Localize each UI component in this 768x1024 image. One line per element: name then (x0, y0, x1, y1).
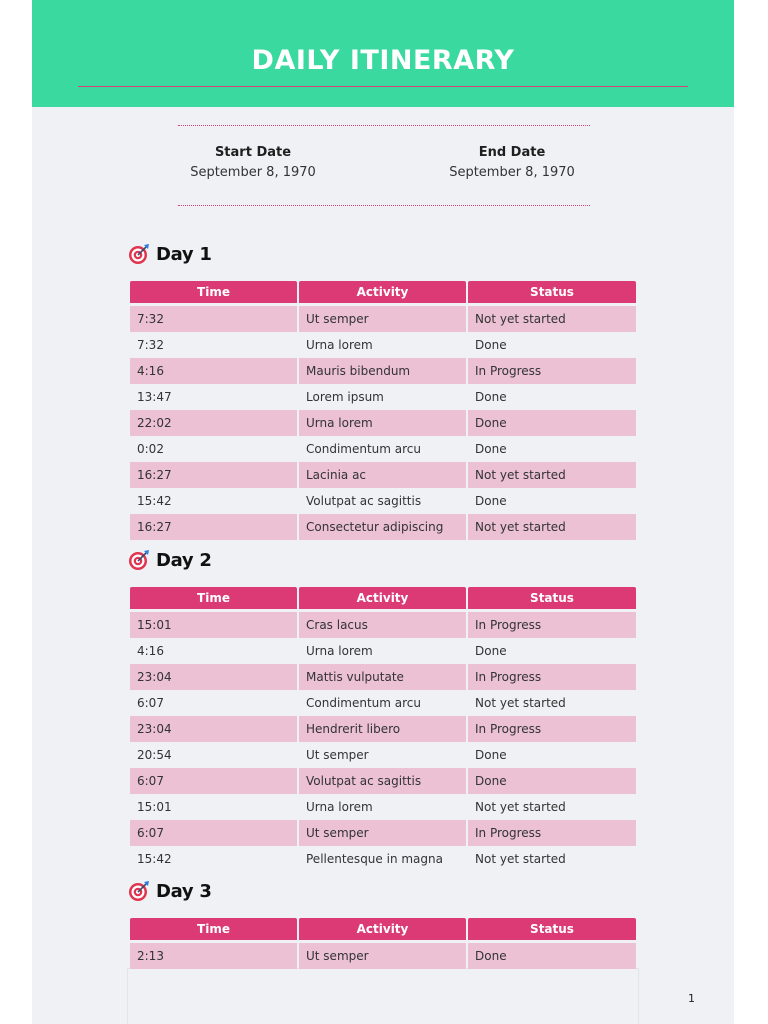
activity-cell: Volutpat ac sagittis (299, 768, 466, 794)
activity-cell: Cras lacus (299, 612, 466, 638)
activity-cell: Mattis vulputate (299, 664, 466, 690)
table-row (130, 716, 636, 742)
table-row (130, 742, 636, 768)
time-cell: 23:04 (130, 664, 297, 690)
table-row (130, 846, 636, 872)
table-row (130, 332, 636, 358)
column-header: Activity (299, 918, 466, 943)
status-cell: Done (468, 742, 636, 768)
time-cell: 2:13 (130, 943, 297, 969)
page-title: DAILY ITINERARY (251, 45, 515, 76)
activity-cell: Ut semper (299, 742, 466, 768)
start-date-label: Start Date (214, 145, 292, 160)
end-date-value: September 8, 1970 (449, 165, 575, 180)
table-row (130, 820, 636, 846)
activity-cell: Ut semper (299, 943, 466, 969)
table-row (130, 514, 636, 540)
status-cell: In Progress (468, 664, 636, 690)
column-header: Activity (299, 281, 466, 306)
status-cell: Done (468, 768, 636, 794)
table-continuation (128, 969, 638, 1024)
table-row (130, 768, 636, 794)
status-cell: Done (468, 488, 636, 514)
status-cell: In Progress (468, 820, 636, 846)
activity-cell: Condimentum arcu (299, 436, 466, 462)
status-cell: Not yet started (468, 514, 636, 540)
activity-cell: Mauris bibendum (299, 358, 466, 384)
document-page (32, 0, 734, 1024)
activity-cell: Lacinia ac (299, 462, 466, 488)
header-divider (78, 86, 688, 87)
itinerary-table (128, 918, 638, 969)
dates-bottom-divider (178, 205, 590, 206)
activity-cell: Volutpat ac sagittis (299, 488, 466, 514)
day-heading (128, 547, 212, 573)
table-row (130, 638, 636, 664)
table-row (130, 358, 636, 384)
activity-cell: Consectetur adipiscing (299, 514, 466, 540)
page-number: 1 (688, 992, 695, 1005)
time-cell: 16:27 (130, 514, 297, 540)
end-date-label: End Date (478, 145, 546, 160)
time-cell: 15:01 (130, 794, 297, 820)
status-cell: In Progress (468, 358, 636, 384)
activity-cell: Hendrerit libero (299, 716, 466, 742)
table-row (130, 664, 636, 690)
time-cell: 20:54 (130, 742, 297, 768)
day-title: Day 2 (156, 549, 212, 571)
activity-cell: Pellentesque in magna (299, 846, 466, 872)
table-row (130, 794, 636, 820)
time-cell: 4:16 (130, 638, 297, 664)
table-row (130, 690, 636, 716)
status-cell: In Progress (468, 612, 636, 638)
time-cell: 15:42 (130, 488, 297, 514)
time-cell: 22:02 (130, 410, 297, 436)
target-icon (128, 549, 150, 571)
table-row (130, 943, 636, 969)
table-row (130, 488, 636, 514)
itinerary-table (128, 281, 638, 540)
column-header: Status (468, 281, 636, 306)
activity-cell: Ut semper (299, 820, 466, 846)
time-cell: 4:16 (130, 358, 297, 384)
target-icon (128, 880, 150, 902)
header-banner (32, 0, 734, 107)
start-date-value: September 8, 1970 (190, 165, 316, 180)
activity-cell: Urna lorem (299, 794, 466, 820)
status-cell: Done (468, 638, 636, 664)
status-cell: Not yet started (468, 462, 636, 488)
column-header: Status (468, 918, 636, 943)
time-cell: 6:07 (130, 690, 297, 716)
time-cell: 6:07 (130, 768, 297, 794)
time-cell: 6:07 (130, 820, 297, 846)
target-icon (128, 243, 150, 265)
table-row (130, 410, 636, 436)
time-cell: 7:32 (130, 306, 297, 332)
time-cell: 7:32 (130, 332, 297, 358)
end-date-block (402, 143, 622, 183)
status-cell: Done (468, 436, 636, 462)
table-row (130, 436, 636, 462)
table-row (130, 462, 636, 488)
status-cell: Not yet started (468, 690, 636, 716)
column-header: Time (130, 918, 297, 943)
status-cell: Done (468, 410, 636, 436)
time-cell: 15:42 (130, 846, 297, 872)
time-cell: 13:47 (130, 384, 297, 410)
activity-cell: Urna lorem (299, 638, 466, 664)
column-header: Time (130, 281, 297, 306)
status-cell: In Progress (468, 716, 636, 742)
start-date-block (143, 143, 363, 183)
dates-top-divider (178, 125, 590, 126)
activity-cell: Condimentum arcu (299, 690, 466, 716)
activity-cell: Ut semper (299, 306, 466, 332)
status-cell: Done (468, 332, 636, 358)
status-cell: Not yet started (468, 794, 636, 820)
activity-cell: Urna lorem (299, 332, 466, 358)
time-cell: 15:01 (130, 612, 297, 638)
day-title: Day 3 (156, 880, 212, 902)
status-cell: Not yet started (468, 846, 636, 872)
day-title: Day 1 (156, 243, 212, 265)
time-cell: 23:04 (130, 716, 297, 742)
column-header: Activity (299, 587, 466, 612)
time-cell: 0:02 (130, 436, 297, 462)
itinerary-table (128, 587, 638, 872)
status-cell: Done (468, 943, 636, 969)
status-cell: Done (468, 384, 636, 410)
table-row (130, 306, 636, 332)
day-heading (128, 878, 212, 904)
table-row (130, 612, 636, 638)
activity-cell: Urna lorem (299, 410, 466, 436)
time-cell: 16:27 (130, 462, 297, 488)
column-header: Status (468, 587, 636, 612)
activity-cell: Lorem ipsum (299, 384, 466, 410)
column-header: Time (130, 587, 297, 612)
status-cell: Not yet started (468, 306, 636, 332)
day-heading (128, 241, 212, 267)
table-row (130, 384, 636, 410)
